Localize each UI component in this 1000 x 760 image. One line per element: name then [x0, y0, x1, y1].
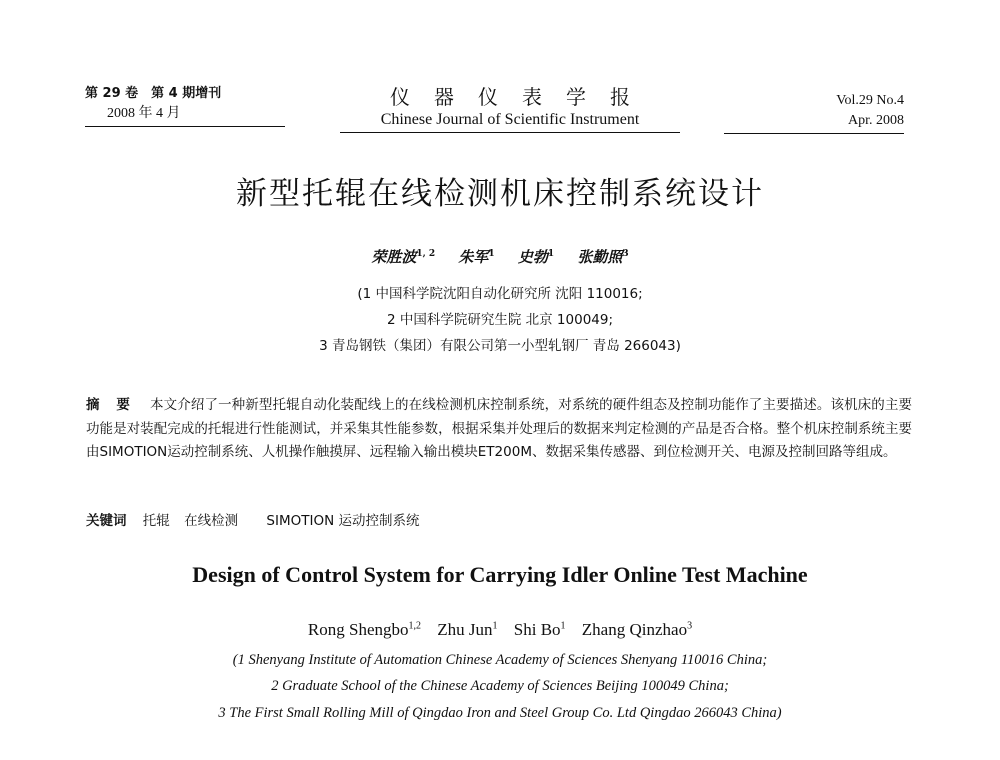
affiliation-cn: 3 青岛钢铁（集团）有限公司第一小型轧钢厂 青岛 266043) [319, 338, 681, 354]
keyword: 托辊 [142, 513, 170, 529]
author-en: Rong Shengbo$^{1,2}$ [307, 620, 422, 639]
volume-number: Vol.29 No.4 [836, 93, 904, 108]
affiliation-en: 2 Graduate School of the Chinese Academy of Sciences Beijing 100049 China; [271, 678, 729, 694]
header-volume-info [724, 84, 904, 134]
authors-en [0, 620, 1000, 640]
abstract-label: 摘 要 [86, 397, 137, 413]
affiliation-cn: 2 中国科学院研究生院 北京 100049; [386, 312, 614, 328]
author-cn: 史勃$^1$ [517, 248, 555, 266]
affiliation-en: (1 Shenyang Institute of Automation Chinese Academy of Sciences Shenyang 110016 China; [232, 652, 768, 668]
author-cn: 张勤照$^3$ [577, 248, 629, 266]
author-cn: 荣胜波$^{1, 2}$ [371, 248, 436, 266]
keyword: 在线检测 [184, 513, 239, 529]
author-en: Zhang Qinzhao$^3$ [581, 620, 693, 639]
affiliation-en: 3 The First Small Rolling Mill of Qingdao Iron and Steel Group Co. Ltd Qingdao 266043 China) [218, 705, 782, 721]
author-en: Shi Bo$^1$ [513, 620, 566, 639]
abstract-cn [86, 394, 912, 465]
date-cn: 2008 年 4 月 [107, 106, 181, 121]
issue-cn: 第 29 卷 第 4 期增刊 [85, 86, 222, 101]
abstract-text: 本文介绍了一种新型托辊自动化装配线上的在线检测机床控制系统，对系统的硬件组态及控制功能作了主要描述。该机床的主要功能是对装配完成的托辊进行性能测试，并采集其性能参数，根据采集并处理后的数据来判定检测的产品是否合格。整个机床控制系统主要由SIMOTION运动控制系统、人机操作触摸屏、远程输入输出模块ET200M、数据采集传感器、到位检测开关、电源及控制回路等组成。 [86, 397, 913, 460]
keywords-cn [86, 509, 912, 529]
author-cn: 朱军$^1$ [458, 248, 495, 266]
journal-name-en: Chinese Journal of Scientific Instrument [380, 111, 640, 128]
authors-cn [0, 246, 1000, 267]
keywords-label: 关键词 [86, 513, 127, 529]
keyword: SIMOTION 运动控制系统 [266, 513, 420, 529]
header-issue-info [85, 84, 285, 127]
author-en: Zhu Jun$^1$ [437, 620, 498, 639]
paper-title-cn: 新型托辊在线检测机床控制系统设计 [236, 176, 764, 212]
date-en: Apr. 2008 [848, 113, 904, 128]
affiliation-cn: (1 中国科学院沈阳自动化研究所 沈阳 110016; [357, 286, 643, 302]
paper-title-en: Design of Control System for Carrying Idler Online Test Machine [192, 562, 808, 587]
journal-name-cn: 仪器仪表学报 [390, 85, 654, 109]
header-journal [340, 84, 680, 133]
